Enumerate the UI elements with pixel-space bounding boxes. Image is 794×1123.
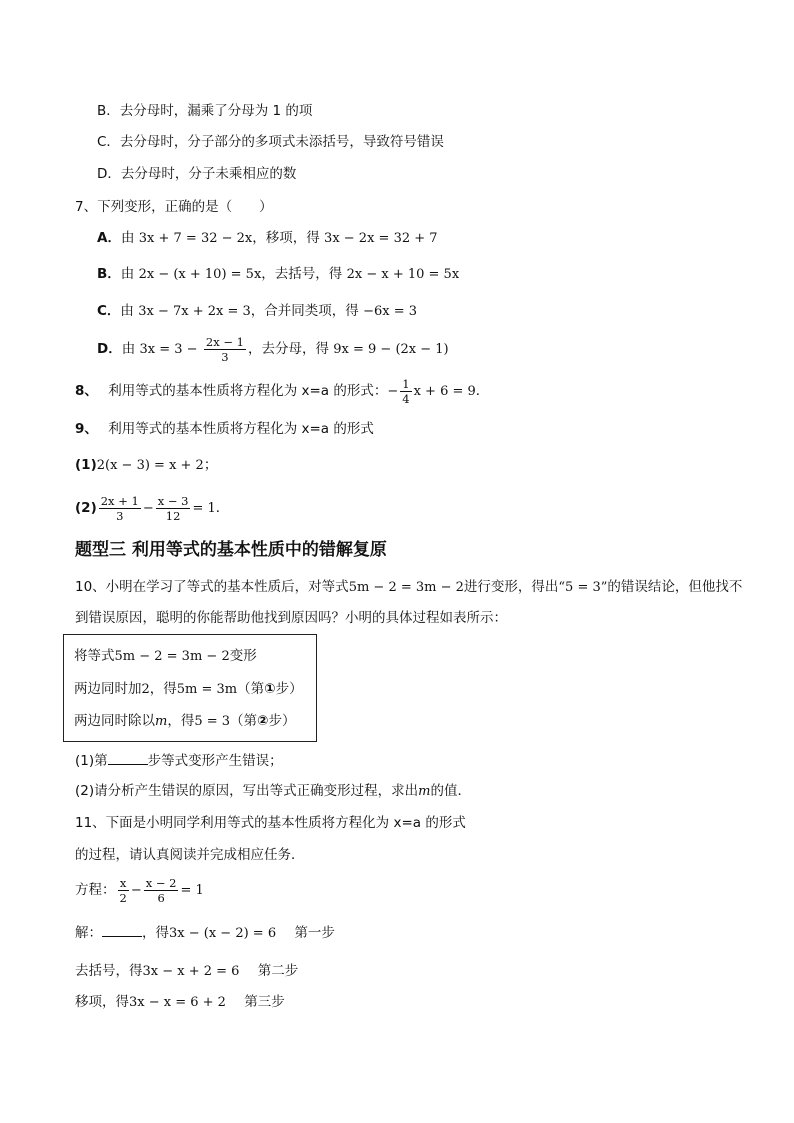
fraction [400,377,411,406]
equation: 3x − x + 2 = 6 [142,964,240,979]
option-label: B． [97,266,121,282]
q11-equation [75,872,204,909]
q10-line-2: 到错误原因，聪明的你能帮助他找到原因吗？小明的具体过程如表所示： [75,610,507,626]
part-text: (1)第 [75,753,108,769]
equation: 3x − (x − 2) = 6 [169,926,277,941]
fraction-numerator: x − 3 [157,493,189,508]
variable: m [155,714,168,729]
fraction-numerator: 2x − 1 [205,334,244,349]
equation-label: 方程： [75,882,116,898]
option-text: 由 [120,303,134,319]
q6-option-d: D．去分母时，分子未乘相应的数 [97,166,297,182]
part-text: (2)请分析产生错误的原因，写出等式正确变形过程，求出 [75,783,419,799]
q7-stem: 7、下列变形，正确的是（ ） [75,199,273,215]
equation: 3x − x = 6 + 2 [129,995,226,1010]
option-text: ，去分母，得 [247,341,329,357]
equation: 5m − 2 = 3m − 2 [348,580,464,595]
row-text: （第 [237,681,265,697]
row-text: 步） [275,681,303,697]
equation: 9x = 9 − (2x − 1) [333,342,449,357]
option-text: 由 [120,230,135,246]
punctuation: ． [475,383,490,399]
question-text: 利用等式的基本性质将方程化为 x=a 的形式 [108,421,374,437]
fraction [156,494,191,523]
q11-line-2: 的过程，请认真阅读并完成相应任务． [75,847,305,863]
row-text: ，得 [149,681,177,697]
question-text: 利用等式的基本性质将方程化为 x=a 的形式： [108,383,388,399]
fraction-denominator: 3 [116,508,124,523]
q10-line-1 [75,577,742,598]
q9-part-1 [75,455,217,476]
row-text: ，得 [167,713,195,729]
step-text: 去括号，得 [75,963,143,979]
section-title: 题型三 利用等式的基本性质中的错解复原 [75,540,387,560]
step-number: ① [264,681,276,697]
answer-blank[interactable] [108,750,148,765]
part-label: (2) [75,500,97,516]
equation: 2x − (x + 10) = 5x [138,267,262,282]
row-text: 变形 [229,648,257,664]
answer-blank[interactable] [102,922,142,937]
step-number: ② [257,713,269,729]
step-text: ，得 [142,925,169,941]
part-label: (1) [75,457,97,473]
equation: 5 = 3 [194,714,231,729]
q11-step-2 [75,961,298,982]
equation: 3x − 2x = 32 + 7 [324,231,438,246]
option-text: 由 [121,341,136,357]
row-text: 步） [268,713,296,729]
punctuation: ； [203,457,218,473]
equation: x + 6 = 9 [413,384,476,399]
process-row-1 [74,646,257,667]
fraction-numerator: 2x + 1 [100,493,139,508]
row-text: （第 [230,713,258,729]
equation: 2(x − 3) = x + 2 [96,458,204,473]
step-tag: 第一步 [294,925,335,941]
q7-option-a [97,228,438,249]
fraction [118,876,129,905]
equation: = 1 [192,501,216,516]
row-text: 两边同时除以 [74,713,155,729]
equation: 3x + 7 = 32 − 2x [138,231,253,246]
part-text: 步等式变形产生错误； [147,753,283,769]
fraction-denominator: 12 [165,508,181,523]
punctuation: ． [215,500,230,516]
equation: 3x − 7x + 2x = 3 [138,304,251,319]
fraction-denominator: 4 [402,391,410,406]
quoted-result: “5 = 3” [558,580,608,595]
q10-part-2 [75,781,471,802]
question-number: 9、 [75,421,98,437]
question-text: 进行变形，得出 [463,579,559,595]
step-text: 移项，得 [75,994,129,1010]
q7-option-d [97,333,449,366]
option-text: ，去括号，得 [261,266,343,282]
minus-sign: − [130,883,142,898]
equation: 2x − x + 10 = 5x [346,267,460,282]
fraction-denominator: 2 [119,890,127,905]
option-label: D． [97,341,122,357]
process-row-2 [74,679,303,700]
q10-part-1 [75,750,283,771]
q7-option-b [97,264,459,285]
fraction [144,876,179,905]
equation: 5m − 2 = 3m − 2 [114,649,230,664]
part-text: 的值． [430,783,471,799]
row-text: 将等式 [74,648,115,664]
fraction-denominator: 3 [221,349,229,364]
minus-sign: − [142,501,154,516]
process-row-3 [74,711,295,732]
q11-line-1: 11、下面是小明同学利用等式的基本性质将方程化为 x=a 的形式 [75,815,466,831]
fraction-denominator: 6 [157,890,165,905]
step-tag: 第二步 [257,963,299,979]
option-text: 由 [120,266,135,282]
equation: −6x = 3 [363,304,418,319]
question-text: 10、小明在学习了等式的基本性质后，对等式 [75,579,349,595]
q9-part-2 [75,490,229,527]
fraction-numerator: x − 2 [145,875,177,890]
question-text: 的错误结论，但他找不 [607,579,743,595]
equation: 3x = 3 − [139,342,198,357]
fraction [99,494,141,523]
variable: m [418,784,431,799]
q6-option-c: C．去分母时，分子部分的多项式未添括号，导致符号错误 [97,134,444,150]
question-number: 8、 [75,383,98,399]
q6-option-b: B．去分母时，漏乘了分母为 1 的项 [97,103,313,119]
process-table [63,634,317,742]
number: 2 [141,682,150,697]
option-label: C． [97,303,121,319]
option-label: A． [97,230,121,246]
option-text: ，移项，得 [252,230,320,246]
equation: = 1 [180,883,204,898]
step-tag: 第三步 [244,994,285,1010]
row-text: 两边同时加 [74,681,142,697]
q11-step-3 [75,992,285,1013]
step-text: 解： [75,925,102,941]
fraction-numerator: x [118,876,129,891]
equation: 5m = 3m [176,682,238,697]
fraction [204,335,246,364]
q8 [75,375,489,408]
q7-option-c [97,301,417,322]
minus-sign: − [387,384,399,399]
option-text: ，合并同类项，得 [250,303,359,319]
q11-step-1 [75,922,335,944]
fraction-numerator: 1 [402,376,410,391]
q9-stem [75,419,374,439]
